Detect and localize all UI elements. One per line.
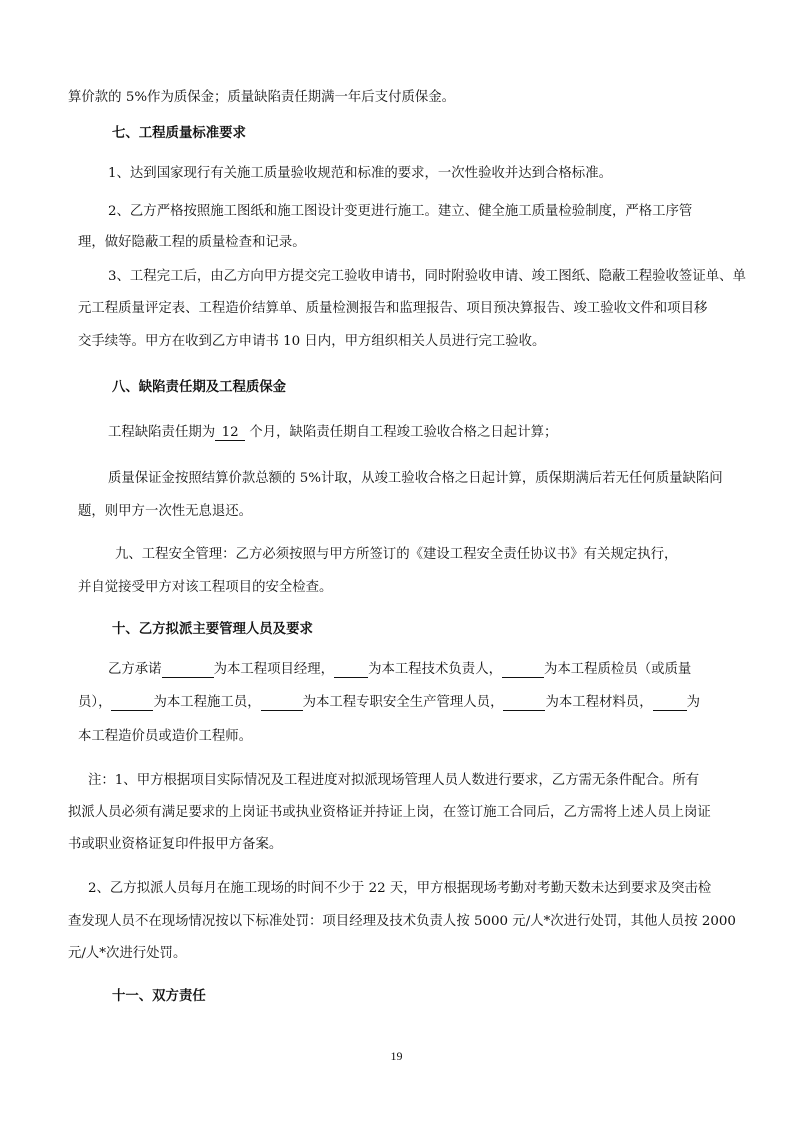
personnel-text: 为本工程质检员（或质量 bbox=[543, 662, 692, 677]
paragraph-line: 题，则甲方一次性无息退还。 bbox=[78, 504, 253, 519]
blank-field bbox=[653, 695, 687, 711]
warranty-prefix: 工程缺陷责任期为 bbox=[108, 425, 216, 440]
paragraph-line: 理，做好隐蔽工程的质量检查和记录。 bbox=[78, 235, 306, 250]
paragraph-line: 本工程造价员或造价工程师。 bbox=[78, 729, 253, 744]
personnel-text: 为 bbox=[686, 695, 700, 710]
personnel-text: 为本工程项目经理， bbox=[213, 662, 335, 677]
paragraph-line: 算价款的 5%作为质保金；质量缺陷责任期满一年后支付质保金。 bbox=[68, 90, 456, 105]
paragraph-line: 书或职业资格证复印件报甲方备案。 bbox=[68, 837, 283, 852]
paragraph-line: 九、工程安全管理：乙方必须按照与甲方所签订的《建设工程安全责任协议书》有关规定执行， bbox=[115, 547, 678, 562]
paragraph-line: 交手续等。甲方在收到乙方申请书 10 日内，甲方组织相关人员进行完工验收。 bbox=[78, 334, 546, 349]
personnel-line bbox=[78, 694, 700, 712]
blank-field bbox=[334, 662, 368, 678]
personnel-text: 为本工程技术负责人， bbox=[368, 662, 502, 677]
paragraph-line: 元/人*次进行处罚。 bbox=[68, 946, 187, 961]
paragraph-line: 拟派人员必须有满足要求的上岗证书或执业资格证并持证上岗，在签订施工合同后，乙方需将上述人员上岗证 bbox=[68, 805, 711, 820]
blank-field bbox=[502, 662, 544, 678]
personnel-text: 为本工程材料员， bbox=[545, 695, 653, 710]
section-heading: 八、缺陷责任期及工程质保金 bbox=[112, 379, 287, 395]
warranty-suffix: 个月，缺陷责任期自工程竣工验收合格之日起计算； bbox=[245, 425, 558, 440]
personnel-text: 乙方承诺 bbox=[108, 662, 162, 677]
paragraph-line: 注：1、甲方根据项目实际情况及工程进度对拟派现场管理人员人数进行要求，乙方需无条件配合。所有 bbox=[88, 773, 700, 788]
paragraph-line: 2、乙方严格按照施工图纸和施工图设计变更进行施工。建立、健全施工质量检验制度，严格工序管 bbox=[108, 204, 693, 219]
page-number: 19 bbox=[390, 1049, 403, 1063]
personnel-text: 员）， bbox=[78, 695, 112, 710]
paragraph-line: 元工程质量评定表、工程造价结算单、质量检测报告和监理报告、项目预决算报告、竣工验收文件和项目移 bbox=[78, 301, 708, 316]
paragraph-line: 3、工程完工后，由乙方向甲方提交完工验收申请书，同时附验收申请、竣工图纸、隐蔽工程验收签证单、单 bbox=[108, 269, 746, 284]
section-heading: 七、工程质量标准要求 bbox=[112, 125, 246, 141]
warranty-period-line bbox=[108, 424, 557, 442]
personnel-text: 为本工程施工员， bbox=[153, 695, 261, 710]
blank-field bbox=[261, 695, 303, 711]
section-heading: 十一、双方责任 bbox=[112, 988, 206, 1004]
blank-field bbox=[111, 695, 153, 711]
section-heading: 十、乙方拟派主要管理人员及要求 bbox=[112, 621, 313, 637]
paragraph-line: 并自觉接受甲方对该工程项目的安全检查。 bbox=[78, 580, 333, 595]
personnel-line bbox=[108, 661, 691, 679]
paragraph-line: 2、乙方拟派人员每月在施工现场的时间不少于 22 天，甲方根据现场考勤对考勤天数未达到要求及突击检 bbox=[88, 881, 712, 896]
paragraph-line: 1、达到国家现行有关施工质量验收规范和标准的要求，一次性验收并达到合格标准。 bbox=[108, 166, 612, 181]
paragraph-line: 查发现人员不在现场情况按以下标准处罚：项目经理及技术负责人按 5000 元/人*次进行处罚，其他人员按 2000 bbox=[68, 914, 736, 929]
blank-field bbox=[162, 662, 214, 678]
warranty-months: 12 bbox=[215, 425, 245, 441]
paragraph-line: 质量保证金按照结算价款总额的 5%计取，从竣工验收合格之日起计算，质保期满后若无任何质量缺陷问 bbox=[108, 471, 723, 486]
blank-field bbox=[503, 695, 545, 711]
personnel-text: 为本工程专职安全生产管理人员， bbox=[302, 695, 504, 710]
